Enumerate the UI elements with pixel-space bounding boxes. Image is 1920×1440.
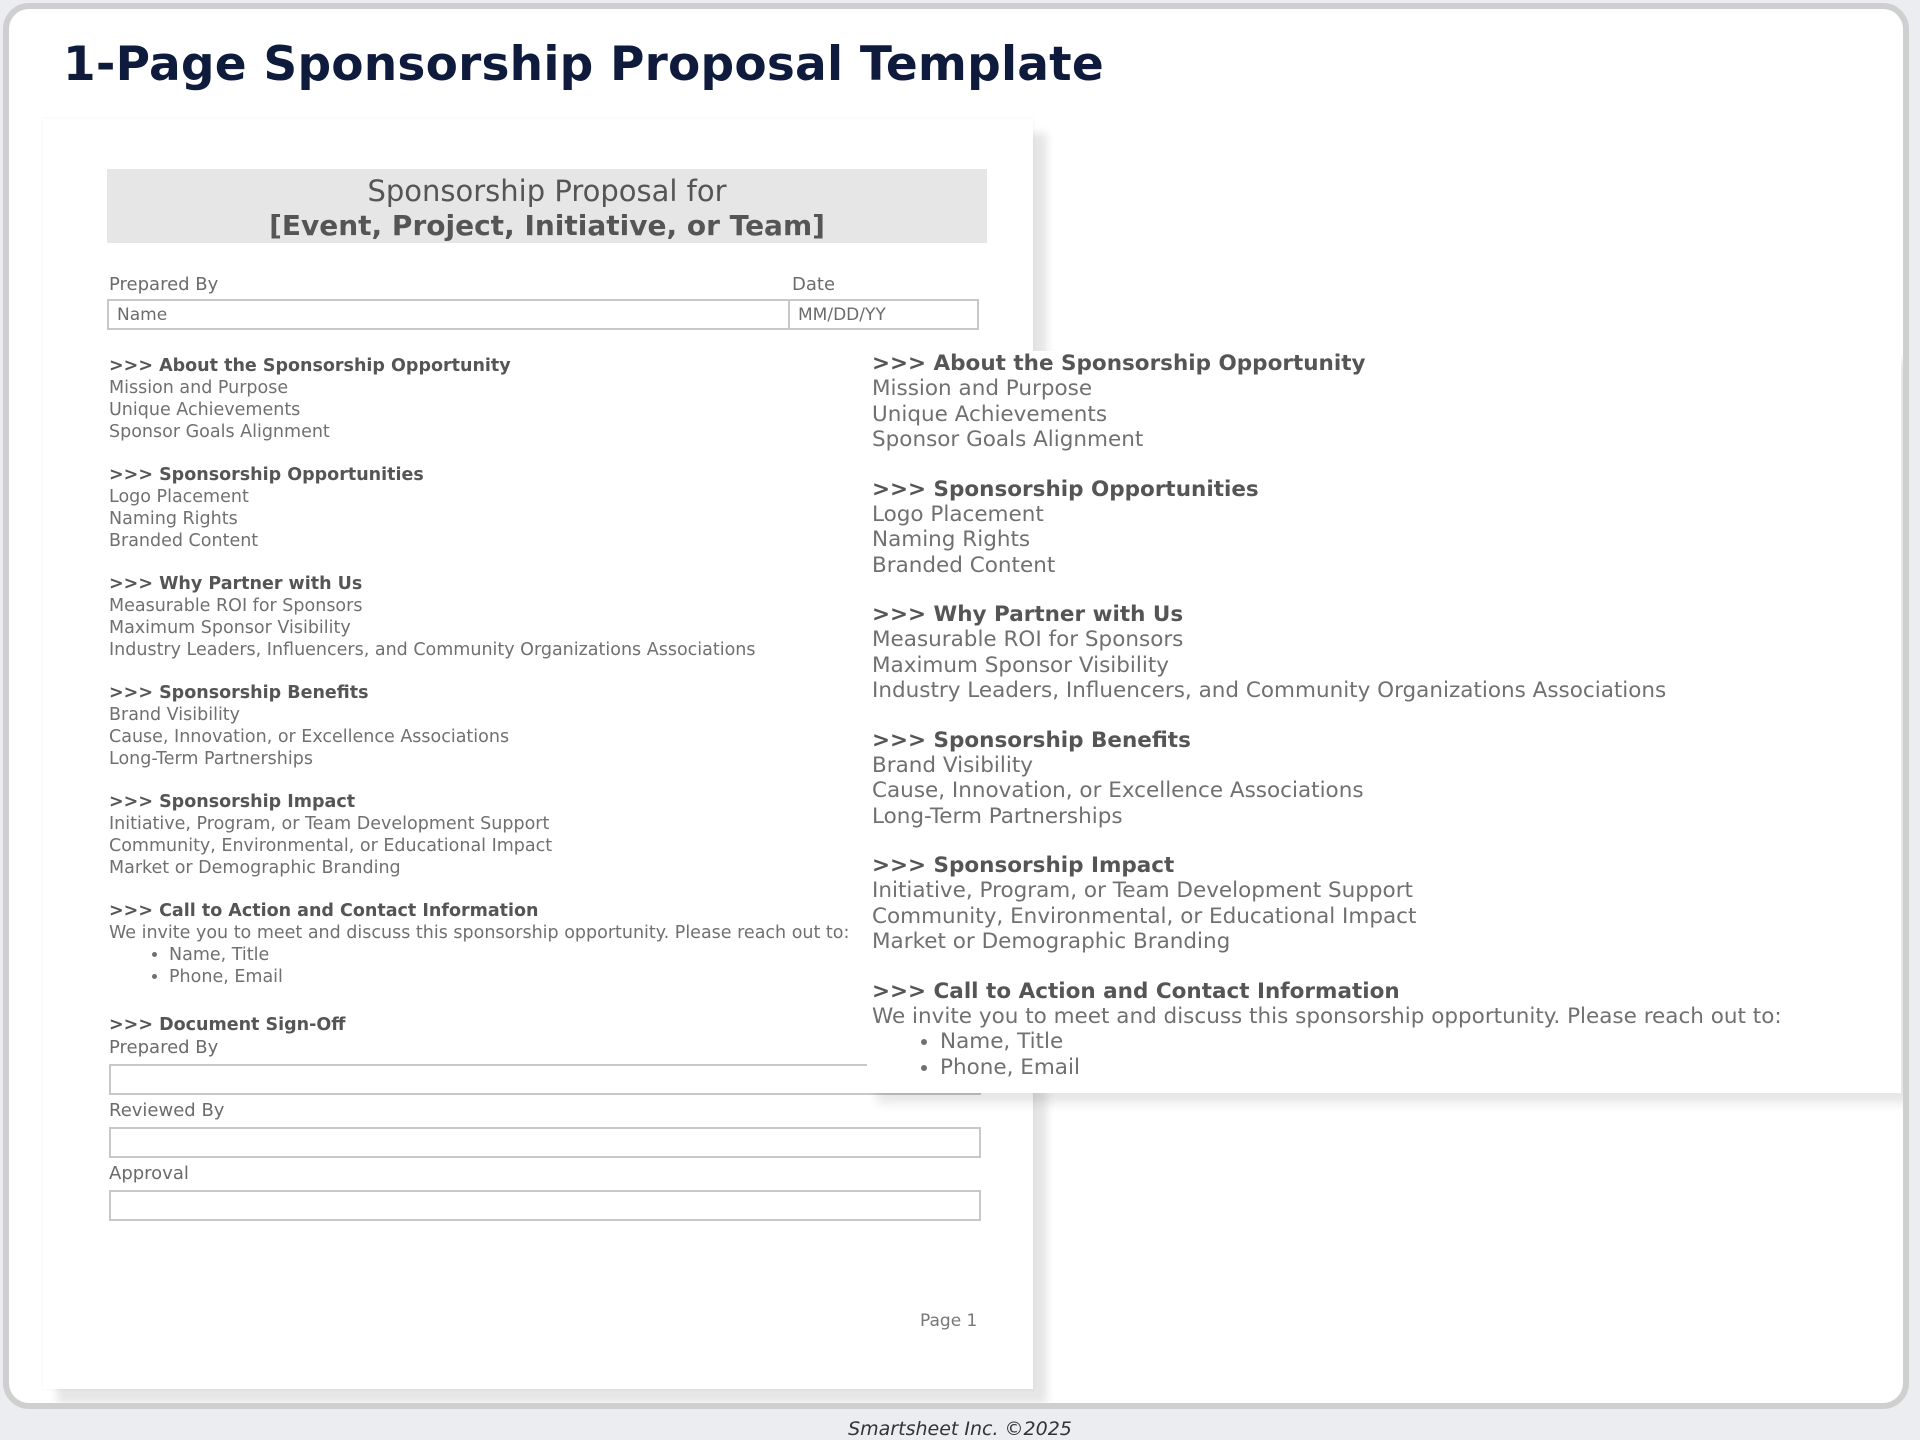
sections-list	[109, 355, 889, 1009]
zoom-section-benefits	[872, 728, 1892, 830]
section-item: Naming Rights	[109, 509, 238, 529]
section-heading: >>> Call to Action and Contact Information	[109, 901, 539, 921]
section-item: Industry Leaders, Influencers, and Community Organizations Associations	[872, 678, 1667, 703]
section-item: Brand Visibility	[872, 752, 1033, 778]
section-item: Naming Rights	[872, 527, 1031, 552]
template-preview-frame	[3, 3, 1909, 1409]
signoff-prepared-by-field[interactable]	[109, 1064, 981, 1095]
section-item: Logo Placement	[872, 501, 1044, 527]
signoff-approval-field[interactable]	[109, 1190, 981, 1221]
section-heading: >>> Sponsorship Impact	[872, 853, 1175, 878]
section-item: We invite you to meet and discuss this sponsorship opportunity. Please reach out to:	[872, 1003, 1782, 1029]
section-item: Cause, Innovation, or Excellence Associations	[872, 778, 1364, 803]
section-call-to-action	[109, 900, 889, 988]
section-item: Mission and Purpose	[109, 378, 289, 398]
signoff-reviewed-by-field[interactable]	[109, 1127, 981, 1158]
page-number: Page 1	[920, 1311, 978, 1331]
section-item: Brand Visibility	[109, 705, 241, 725]
section-opportunities	[109, 464, 889, 552]
section-heading: >>> About the Sponsorship Opportunity	[872, 351, 1366, 376]
proposal-header	[107, 169, 987, 243]
zoom-section-call-to-action	[872, 979, 1892, 1081]
section-benefits	[109, 682, 889, 770]
prepared-by-date-row	[107, 299, 979, 330]
contact-bullets	[109, 944, 889, 988]
section-heading: >>> Sponsorship Impact	[109, 792, 356, 812]
section-impact	[109, 791, 889, 879]
contact-bullet: • Name, Title	[940, 1029, 1892, 1055]
section-item: Community, Environmental, or Educational Impact	[109, 836, 553, 856]
contact-bullet: • Name, Title	[169, 944, 889, 966]
zoom-section-about	[872, 351, 1892, 453]
proposal-header-line2: [Event, Project, Initiative, or Team]	[269, 209, 825, 242]
zoomed-detail-panel	[867, 351, 1901, 1093]
section-about	[109, 355, 889, 443]
section-item: We invite you to meet and discuss this sponsorship opportunity. Please reach out to:	[109, 923, 850, 943]
document-signoff	[109, 1014, 981, 1221]
section-item: Logo Placement	[109, 487, 249, 507]
section-item: Measurable ROI for Sponsors	[872, 627, 1184, 652]
section-heading: >>> Sponsorship Opportunities	[872, 476, 1259, 502]
signoff-approval-label: Approval	[109, 1163, 189, 1184]
zoomed-sections-list	[872, 351, 1892, 1104]
section-item: Market or Demographic Branding	[109, 858, 401, 878]
section-item: Community, Environmental, or Educational Impact	[872, 903, 1417, 929]
section-heading: >>> Why Partner with Us	[872, 602, 1184, 627]
contact-bullets	[872, 1029, 1892, 1080]
zoom-section-why-partner	[872, 602, 1892, 704]
section-item: Long-Term Partnerships	[109, 749, 313, 769]
zoom-section-impact	[872, 853, 1892, 955]
zoom-section-opportunities	[872, 477, 1892, 579]
section-heading: >>> Sponsorship Opportunities	[109, 465, 424, 485]
section-item: Industry Leaders, Influencers, and Community Organizations Associations	[109, 640, 756, 660]
section-item: Maximum Sponsor Visibility	[109, 618, 351, 638]
section-why-partner	[109, 573, 889, 661]
contact-bullet: • Phone, Email	[169, 966, 889, 988]
section-item: Unique Achievements	[109, 400, 301, 420]
name-field[interactable]: Name	[109, 301, 790, 328]
copyright-footer: Smartsheet Inc. ©2025	[848, 1418, 1072, 1440]
section-heading: >>> About the Sponsorship Opportunity	[109, 356, 511, 376]
section-item: Sponsor Goals Alignment	[109, 422, 330, 442]
section-item: Initiative, Program, or Team Development Support	[872, 878, 1413, 903]
section-item: Branded Content	[109, 531, 259, 551]
section-heading: >>> Call to Action and Contact Information	[872, 978, 1400, 1004]
signoff-heading: >>> Document Sign-Off	[109, 1015, 346, 1035]
section-heading: >>> Sponsorship Benefits	[872, 727, 1191, 753]
date-label: Date	[792, 274, 836, 295]
section-item: Long-Term Partnerships	[872, 803, 1123, 829]
section-item: Maximum Sponsor Visibility	[872, 652, 1169, 678]
page-title: 1-Page Sponsorship Proposal Template	[63, 37, 1104, 92]
contact-bullet: • Phone, Email	[940, 1055, 1892, 1081]
section-item: Unique Achievements	[872, 401, 1108, 427]
date-field[interactable]: MM/DD/YY	[798, 305, 886, 325]
signoff-prepared-by-label: Prepared By	[109, 1037, 219, 1058]
section-heading: >>> Why Partner with Us	[109, 574, 363, 594]
section-item: Sponsor Goals Alignment	[872, 427, 1144, 452]
section-item: Initiative, Program, or Team Development Support	[109, 814, 550, 834]
section-item: Branded Content	[872, 552, 1056, 578]
section-heading: >>> Sponsorship Benefits	[109, 683, 369, 703]
section-item: Cause, Innovation, or Excellence Associations	[109, 727, 510, 747]
proposal-header-line1: Sponsorship Proposal for	[367, 174, 727, 208]
signoff-reviewed-by-label: Reviewed By	[109, 1100, 225, 1121]
section-item: Measurable ROI for Sponsors	[109, 596, 363, 616]
section-item: Market or Demographic Branding	[872, 929, 1231, 954]
section-item: Mission and Purpose	[872, 376, 1093, 401]
prepared-by-label: Prepared By	[109, 274, 219, 295]
